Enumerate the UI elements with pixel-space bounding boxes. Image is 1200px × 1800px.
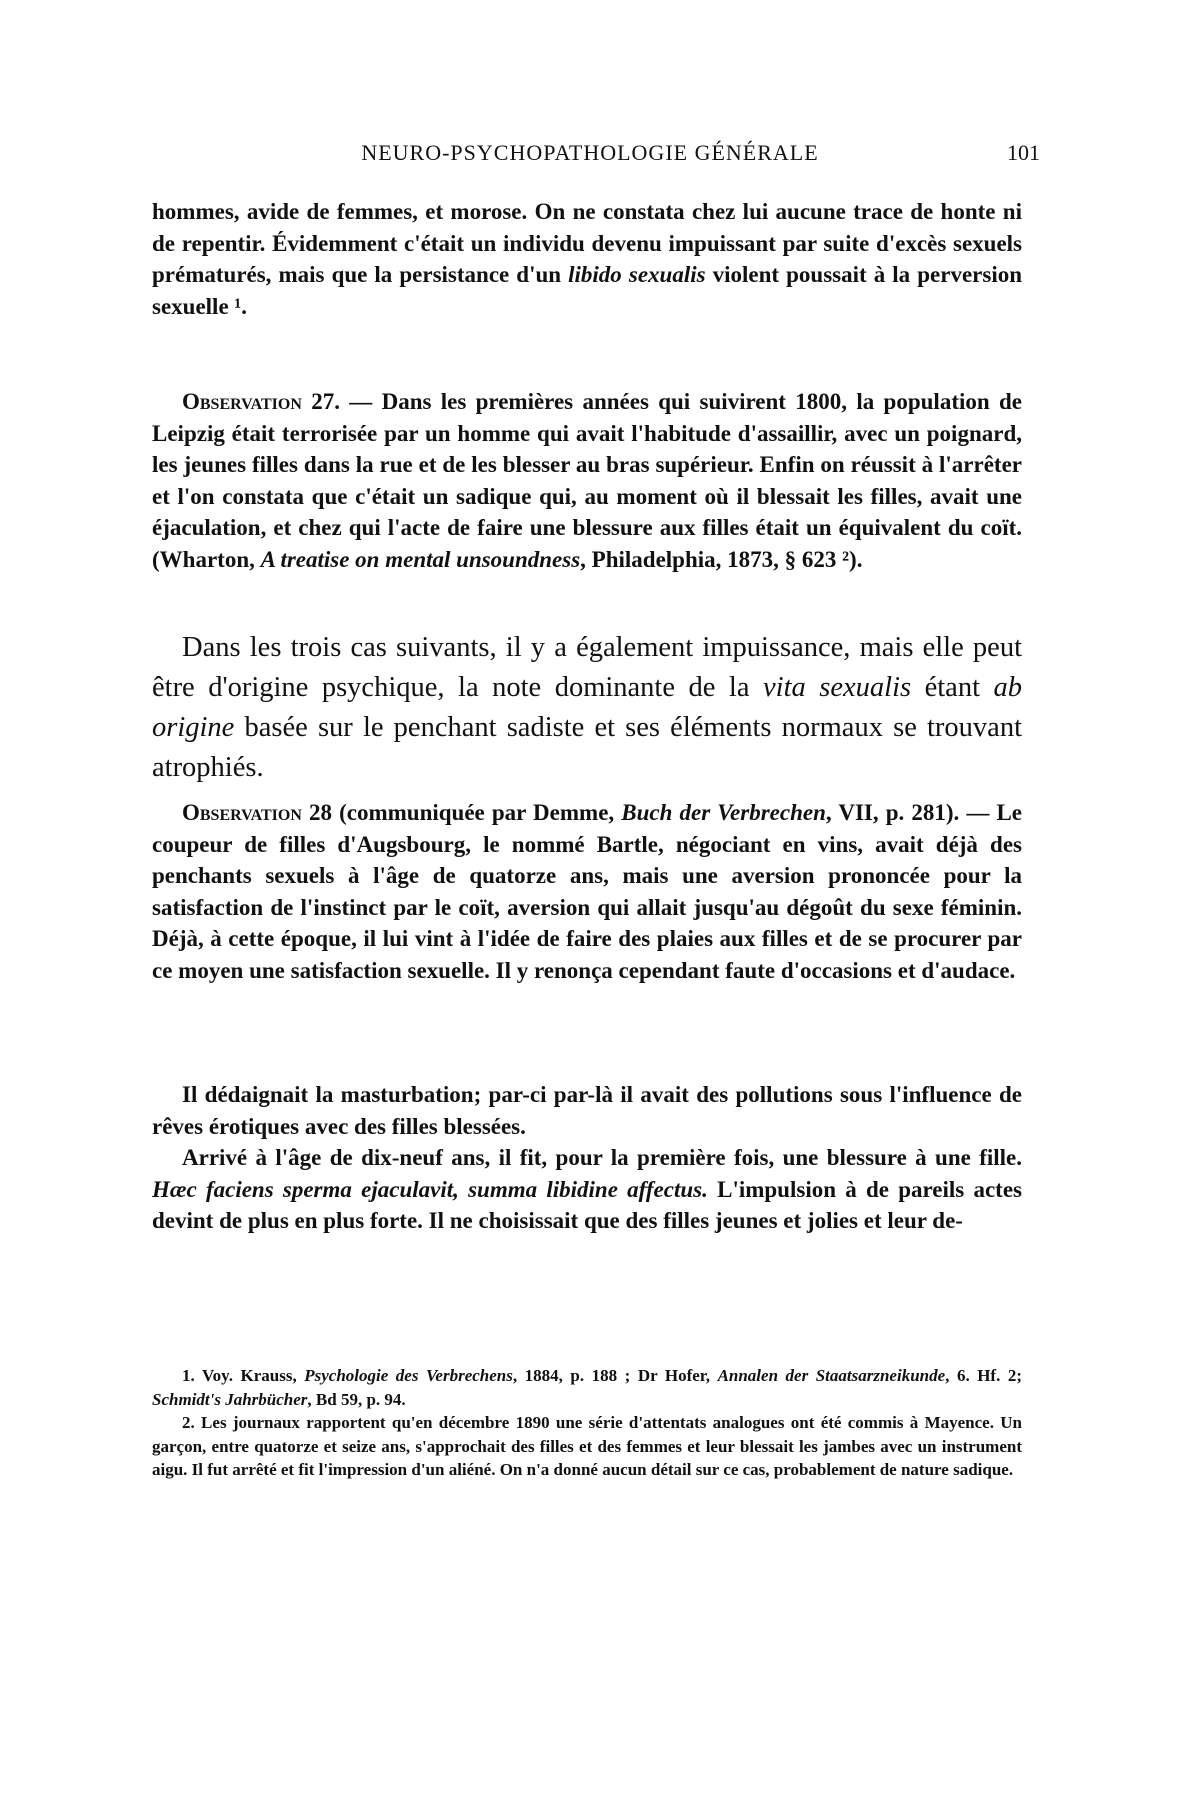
text-run: , VII, p. 281). — Le coupeur de filles d'Augsbourg, le nommé Bartle, négociant en vins, avait déjà des penchants sexuels à l'âge de quatorze ans, mais une aversion prononcée pour la satisfaction de l'instinct par le coït, aversion qui allait jusqu'au dégoût du sexe féminin. Déjà, à cette époque, il lui vint à l'idée de faire des plaies aux filles et de se procurer par ce moyen une satisfaction sexuelle. Il y renonça cependant faute d'occasions et d'audace.: [152, 800, 1023, 983]
paragraph-continuation: [152, 196, 1022, 322]
text-run: Il dédaignait la masturbation; par-ci par-là il avait des pollutions sous l'influence de rêves érotiques avec des filles blessées.: [152, 1082, 1022, 1139]
page-number: 101: [1007, 140, 1040, 165]
paragraph-nineteen: [152, 1142, 1022, 1237]
italic-text: Psychologie des Verbrechens: [304, 1366, 513, 1385]
italic-text: Annalen der Staatsarzneikunde: [717, 1366, 946, 1385]
footnote-2: [152, 1411, 1022, 1482]
italic-text: ab origine: [152, 672, 1023, 743]
italic-text: libido sexualis: [568, 262, 706, 287]
paragraph-three-cases: [152, 628, 1022, 788]
page-header: [150, 140, 1040, 180]
observation-27: [152, 386, 1022, 575]
text-run: violent poussait à la perversion sexuelle ¹.: [152, 262, 1023, 319]
text-run: — Dans les premières années qui suivirent 1800, la population de Leipzig était terrorisée par un homme qui avait l'habitude d'assaillir, avec un poignard, les jeunes filles dans la rue et de les blesser au bras supérieur. Enfin on réussit à l'arrêter et l'on constata que c'était un sadique qui, au moment où il blessait les filles, avait une éjaculation, et chez qui l'acte de faire une blessure aux filles était un équivalent du coït. (Wharton,: [152, 389, 1022, 572]
italic-text: Hæc faciens sperma ejaculavit, summa libidine affectus.: [152, 1176, 708, 1202]
text-run: 1. Voy. Krauss,: [182, 1366, 305, 1385]
text-run: (communiquée par Demme,: [332, 800, 622, 825]
text-run: basée sur le penchant sadiste et ses éléments normaux se trouvant atrophiés.: [152, 712, 1022, 783]
text-run: L'impulsion à de pareils actes devint de plus en plus forte. Il ne choisissait que des filles jeunes et jolies et leur de-: [152, 1176, 1023, 1233]
italic-text: vita sexualis: [763, 672, 912, 703]
text-run: Dans les trois cas suivants, il y a également impuissance, mais elle peut être d'origine psychique, la note dominante de la: [152, 632, 1022, 703]
text-run: , Bd 59, p. 94.: [307, 1389, 406, 1409]
italic-text: Buch der Verbrechen: [621, 800, 826, 825]
text-run: 2. Les journaux rapportent qu'en décembre 1890 une série d'attentats analogues ont été commis à Mayence. Un garçon, entre quatorze et seize ans, s'approchait des filles et des femmes et leur blessait les jambes avec un instrument aigu. Il fut arrêté et fit l'impression d'un aliéné. On n'a donné aucun détail sur ce cas, probablement de nature sadique.: [152, 1413, 1022, 1479]
observation-label: Observation 28: [182, 800, 332, 825]
text-run: , 1884, p. 188 ; Dr Hofer,: [512, 1366, 718, 1385]
italic-text: Schmidt's Jahrbücher: [152, 1389, 308, 1409]
footnote-1: [152, 1364, 1022, 1411]
observation-28: [152, 797, 1022, 986]
text-run: , 6. Hf. 2;: [945, 1366, 1023, 1385]
footnotes: [152, 1364, 1022, 1482]
text-run: hommes, avide de femmes, et morose. On ne constata chez lui aucune trace de honte ni de repentir. Évidemment c'était un individu devenu impuissant par suite d'excès sexuels prématurés, mais que la persistance d'un: [152, 199, 1022, 287]
text-run: , Philadelphia, 1873, § 623 ²).: [580, 546, 863, 572]
text-run: Arrivé à l'âge de dix-neuf ans, il fit, pour la première fois, une blessure à une fille.: [182, 1145, 1022, 1170]
paragraph-masturbation: [152, 1079, 1022, 1142]
observation-label: Observation 27.: [182, 389, 340, 414]
text-run: étant: [911, 672, 994, 703]
italic-text: A treatise on mental unsoundness: [260, 546, 581, 572]
running-head: NEURO-PSYCHOPATHOLOGIE GÉNÉRALE: [361, 140, 819, 165]
